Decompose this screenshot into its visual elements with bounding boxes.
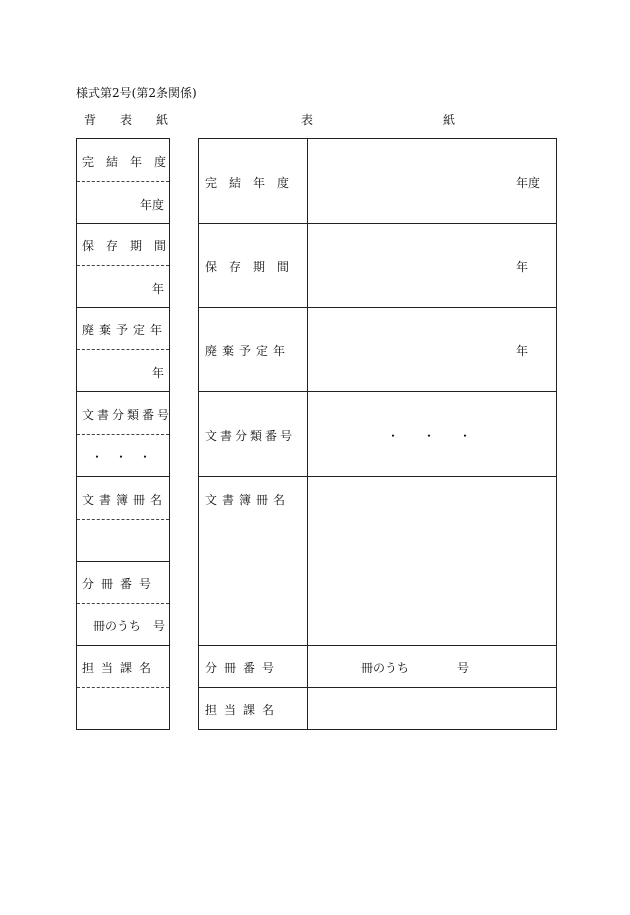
divider bbox=[77, 561, 169, 562]
divider bbox=[77, 307, 169, 308]
cover-department-label: 担当課名 bbox=[205, 703, 282, 717]
spine-retention-label: 保存期間 bbox=[82, 239, 179, 253]
spine-header: 背 表 紙 bbox=[84, 113, 175, 127]
spine-retention-unit: 年 bbox=[151, 282, 164, 296]
cover-completion-year-label: 完結年度 bbox=[205, 176, 302, 190]
cover-classification-value: ・ ・ ・ bbox=[387, 429, 472, 443]
cover-retention-label: 保存期間 bbox=[205, 260, 302, 274]
dashed-divider bbox=[77, 349, 169, 350]
spine-classification-label: 文書分類番号 bbox=[82, 408, 173, 422]
dashed-divider bbox=[77, 519, 169, 520]
cover-disposal-unit: 年 bbox=[515, 344, 528, 358]
divider bbox=[77, 476, 169, 477]
cover-completion-year-unit: 年度 bbox=[515, 176, 540, 190]
divider bbox=[199, 687, 556, 688]
spine-completion-year-unit: 年度 bbox=[139, 198, 164, 212]
spine-completion-year-label: 完結年度 bbox=[82, 155, 179, 169]
dashed-divider bbox=[77, 265, 169, 266]
cover-header-right: 紙 bbox=[443, 113, 456, 127]
spine-table bbox=[76, 138, 179, 730]
divider bbox=[77, 645, 169, 646]
divider bbox=[199, 391, 556, 392]
spine-volume-value: 冊のうち 号 bbox=[93, 619, 166, 633]
cover-table bbox=[198, 138, 557, 730]
divider bbox=[77, 391, 169, 392]
dashed-divider bbox=[77, 687, 169, 688]
cover-retention-unit: 年 bbox=[515, 260, 528, 274]
cover-volume-value: 冊のうち 号 bbox=[361, 661, 470, 675]
cover-disposal-label: 廃棄予定年 bbox=[205, 344, 291, 358]
divider bbox=[199, 307, 556, 308]
cover-header-left: 表 bbox=[301, 113, 314, 127]
divider bbox=[199, 476, 556, 477]
divider bbox=[77, 223, 169, 224]
form-title: 様式第2号(第2条関係) bbox=[76, 86, 197, 100]
cover-volume-label: 分冊番号 bbox=[205, 661, 282, 675]
spine-department-label: 担当課名 bbox=[82, 661, 159, 675]
dashed-divider bbox=[77, 434, 169, 435]
divider bbox=[199, 645, 556, 646]
cover-classification-label: 文書分類番号 bbox=[205, 429, 296, 443]
spine-classification-value: ・ ・ ・ bbox=[91, 450, 152, 464]
divider bbox=[199, 223, 556, 224]
spine-disposal-unit: 年 bbox=[151, 366, 164, 380]
spine-book-name-label: 文書簿冊名 bbox=[82, 493, 168, 507]
spine-disposal-label: 廃棄予定年 bbox=[82, 323, 168, 337]
dashed-divider bbox=[77, 181, 169, 182]
spine-volume-label: 分冊番号 bbox=[82, 577, 159, 591]
cover-book-name-label: 文書簿冊名 bbox=[205, 493, 291, 507]
dashed-divider bbox=[77, 603, 169, 604]
column-divider bbox=[307, 139, 308, 729]
